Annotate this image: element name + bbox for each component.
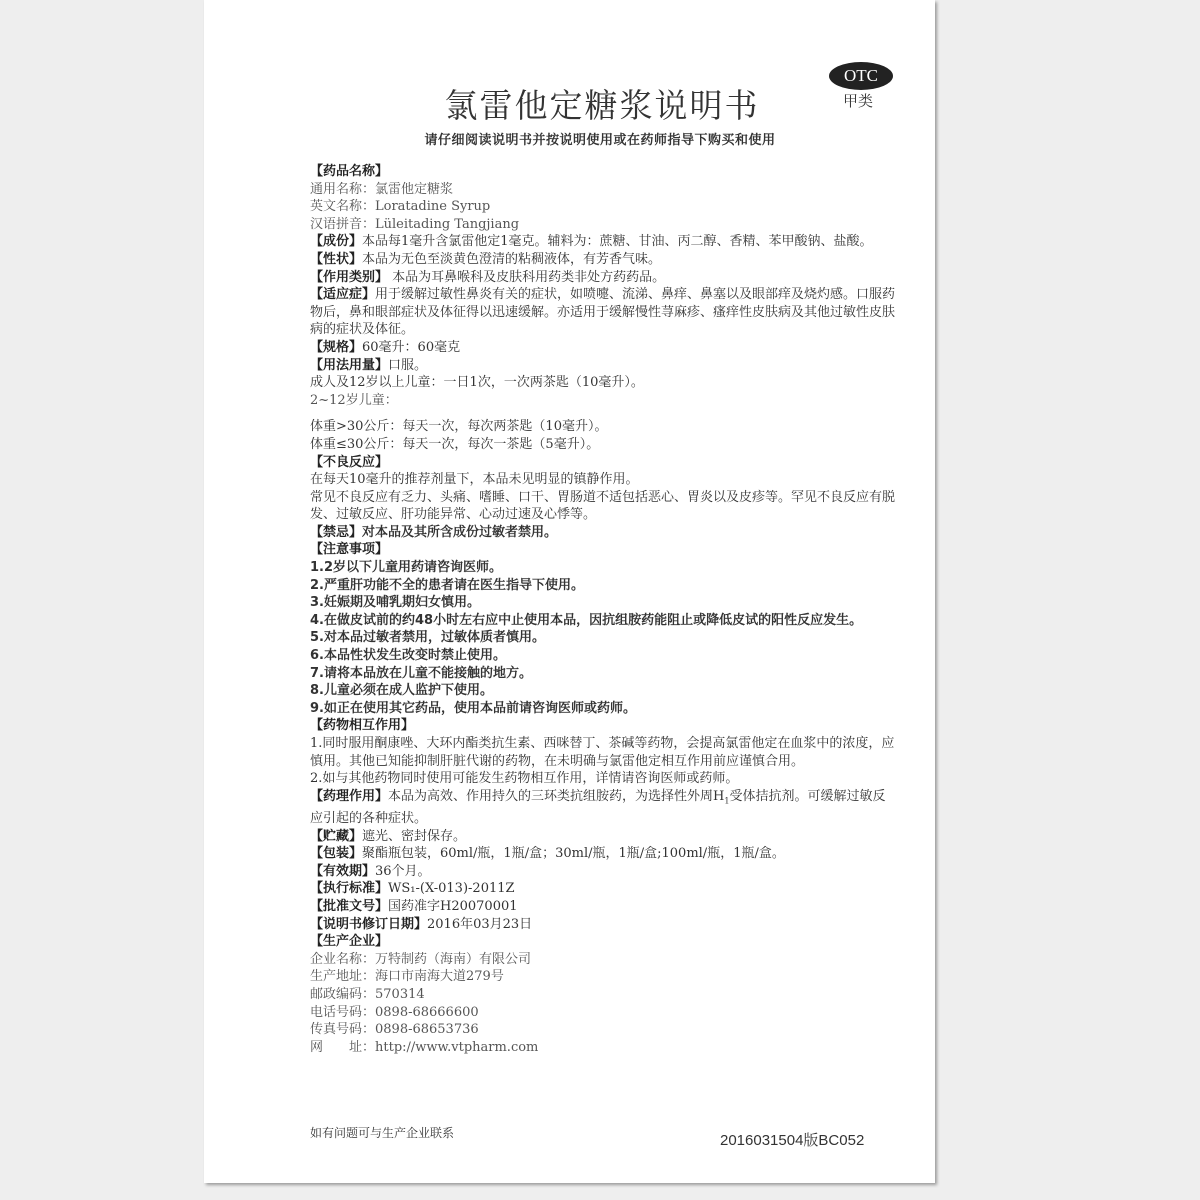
- section-heading-revision: 【说明书修订日期】: [310, 916, 428, 932]
- section-heading-indications: 【适应症】: [310, 287, 376, 303]
- precaution-item: 6.本品性状发生改变时禁止使用。: [310, 648, 506, 664]
- precaution-item: 1.2岁以下儿童用药请咨询医师。: [310, 560, 503, 576]
- section-standard: [310, 880, 896, 898]
- section-category: [310, 269, 896, 287]
- section-approval: [310, 898, 896, 916]
- section-pharmacology: [310, 788, 896, 828]
- standard-text: WS₁-(X-013)-2011Z: [388, 881, 515, 897]
- section-heading-dosage: 【用法用量】: [310, 357, 389, 373]
- specification-text: 60毫升：60毫克: [362, 339, 461, 355]
- section-package: [310, 845, 896, 863]
- precaution-item: 2.严重肝功能不全的患者请在医生指导下使用。: [310, 577, 584, 593]
- interaction-item: 1.同时服用酮康唑、大环内酯类抗生素、西咪替丁、茶碱等药物，会提高氯雷他定在血浆中的浓度，应慎用。其他已知能抑制肝脏代谢的药物，在未明确与氯雷他定相互作用前应谨慎合用。: [310, 736, 895, 769]
- section-heading-approval: 【批准文号】: [310, 898, 389, 914]
- section-dosage: [310, 357, 896, 375]
- section-indications: [310, 286, 896, 339]
- section-validity: [310, 863, 896, 881]
- section-heading-precautions: 【注意事项】: [310, 542, 389, 558]
- generic-name: 通用名称：氯雷他定糖浆: [310, 181, 454, 197]
- dosage-over-30kg: 体重>30公斤：每天一次，每次两茶匙（10毫升）。: [310, 419, 608, 435]
- section-ingredients: [310, 233, 896, 251]
- dosage-text: 口服。: [388, 357, 428, 373]
- precaution-item: 8.儿童必须在成人监护下使用。: [310, 683, 493, 699]
- manufacturer-name: 企业名称：万特制药（海南）有限公司: [310, 951, 532, 967]
- pinyin-name: 汉语拼音：Lüleitading Tangjiang: [310, 216, 520, 232]
- section-heading-validity: 【有效期】: [310, 863, 376, 879]
- dosage-children: 2~12岁儿童：: [310, 392, 398, 408]
- section-heading-storage: 【贮藏】: [310, 828, 363, 844]
- manufacturer-phone: 电话号码：0898-68666600: [310, 1004, 479, 1020]
- section-heading-drug-name: 【药品名称】: [310, 164, 389, 179]
- section-heading-ingredients: 【成份】: [310, 234, 363, 250]
- section-heading-contraindications: 【禁忌】: [310, 524, 363, 540]
- storage-text: 遮光、密封保存。: [362, 828, 467, 844]
- validity-text: 36个月。: [375, 863, 431, 879]
- section-heading-appearance: 【性状】: [310, 251, 363, 267]
- interaction-item: 2.如与其他药物同时使用可能发生药物相互作用，详情请咨询医师或药师。: [310, 771, 739, 787]
- footer-contact-note: 如有问题可与生产企业联系: [310, 1126, 455, 1140]
- english-name: 英文名称：Loratadine Syrup: [310, 199, 491, 215]
- dosage-under-30kg: 体重≤30公斤：每天一次，每次一茶匙（5毫升）。: [310, 436, 600, 452]
- pharmacology-text: 本品为高效、作用持久的三环类抗组胺药，为选择性外周H: [388, 788, 725, 804]
- section-storage: [310, 828, 896, 846]
- leaflet-body: [310, 163, 896, 1056]
- section-heading-category: 【作用类别】: [310, 269, 389, 285]
- manufacturer-fax: 传真号码：0898-68653736: [310, 1022, 479, 1038]
- document-title: 氯雷他定糖浆说明书: [444, 86, 760, 125]
- pharmacology-text-end: 受体拮抗剂。可缓解过敏反应引起的各种症状。: [310, 788, 886, 826]
- section-heading-interactions: 【药物相互作用】: [310, 718, 415, 734]
- contraindications-text: 对本品及其所含成份过敏者禁用。: [362, 524, 558, 540]
- section-heading-package: 【包装】: [310, 846, 363, 862]
- section-appearance: [310, 251, 896, 269]
- manufacturer-website: 网 址：http://www.vtpharm.com: [310, 1039, 539, 1055]
- spacer: [310, 409, 896, 418]
- section-heading-pharmacology: 【药理作用】: [310, 788, 389, 804]
- section-revision: [310, 916, 896, 934]
- appearance-text: 本品为无色至淡黄色澄清的粘稠液体，有芳香气味。: [362, 251, 662, 267]
- otc-class-label: 甲类: [843, 92, 874, 110]
- adverse-reactions-line: 常见不良反应有乏力、头痛、嗜睡、口干、胃肠道不适包括恶心、胃炎以及皮疹等。罕见不良反应有脱发、过敏反应、肝功能异常、心动过速及心悸等。: [310, 489, 896, 523]
- precaution-item: 7.请将本品放在儿童不能接触的地方。: [310, 665, 532, 681]
- adverse-reactions-line: 在每天10毫升的推荐剂量下，本品未见明显的镇静作用。: [310, 472, 639, 488]
- document-subtitle: 请仔细阅读说明书并按说明使用或在药师指导下购买和使用: [424, 133, 776, 148]
- precaution-item: 3.妊娠期及哺乳期妇女慎用。: [310, 595, 480, 611]
- section-heading-standard: 【执行标准】: [310, 881, 389, 897]
- section-heading-manufacturer: 【生产企业】: [310, 934, 389, 950]
- section-contraindications: [310, 524, 896, 542]
- section-specification: [310, 339, 896, 357]
- precaution-item: 5.对本品过敏者禁用，过敏体质者慎用。: [310, 630, 545, 646]
- manufacturer-address: 生产地址：海口市南海大道279号: [310, 969, 504, 985]
- section-heading-specification: 【规格】: [310, 339, 363, 355]
- section-heading-adverse-reactions: 【不良反应】: [310, 454, 389, 470]
- revision-text: 2016年03月23日: [427, 916, 533, 932]
- approval-text: 国药准字H20070001: [388, 898, 518, 914]
- indications-text: 用于缓解过敏性鼻炎有关的症状，如喷嚏、流涕、鼻痒、鼻塞以及眼部痒及烧灼感。口服药物后，鼻和眼部症状及体征得以迅速缓解。亦适用于缓解慢性荨麻疹、瘙痒性皮肤病及其他过敏性皮肤病的症状及体征。: [310, 287, 896, 338]
- precaution-item: 4.在做皮试前的约48小时左右应中止使用本品，因抗组胺药能阻止或降低皮试的阳性反应发生。: [310, 612, 863, 628]
- ingredients-text: 本品每1毫升含氯雷他定1毫克。辅料为：蔗糖、甘油、丙二醇、香精、苯甲酸钠、盐酸。: [362, 234, 873, 250]
- category-text: 本品为耳鼻喉科及皮肤科用药类非处方药药品。: [388, 269, 666, 285]
- package-text: 聚酯瓶包装，60ml/瓶，1瓶/盒；30ml/瓶，1瓶/盒;100ml/瓶，1瓶/盒。: [362, 846, 785, 862]
- precaution-item: 9.如正在使用其它药品，使用本品前请咨询医师或药师。: [310, 700, 636, 716]
- otc-badge: OTC: [829, 62, 893, 90]
- dosage-adults: 成人及12岁以上儿童：一日1次，一次两茶匙（10毫升）。: [310, 375, 644, 391]
- pharmacology-subscript: 1: [724, 796, 730, 806]
- manufacturer-postcode: 邮政编码：570314: [310, 986, 425, 1002]
- version-code: 2016031504版BC052: [720, 1132, 865, 1149]
